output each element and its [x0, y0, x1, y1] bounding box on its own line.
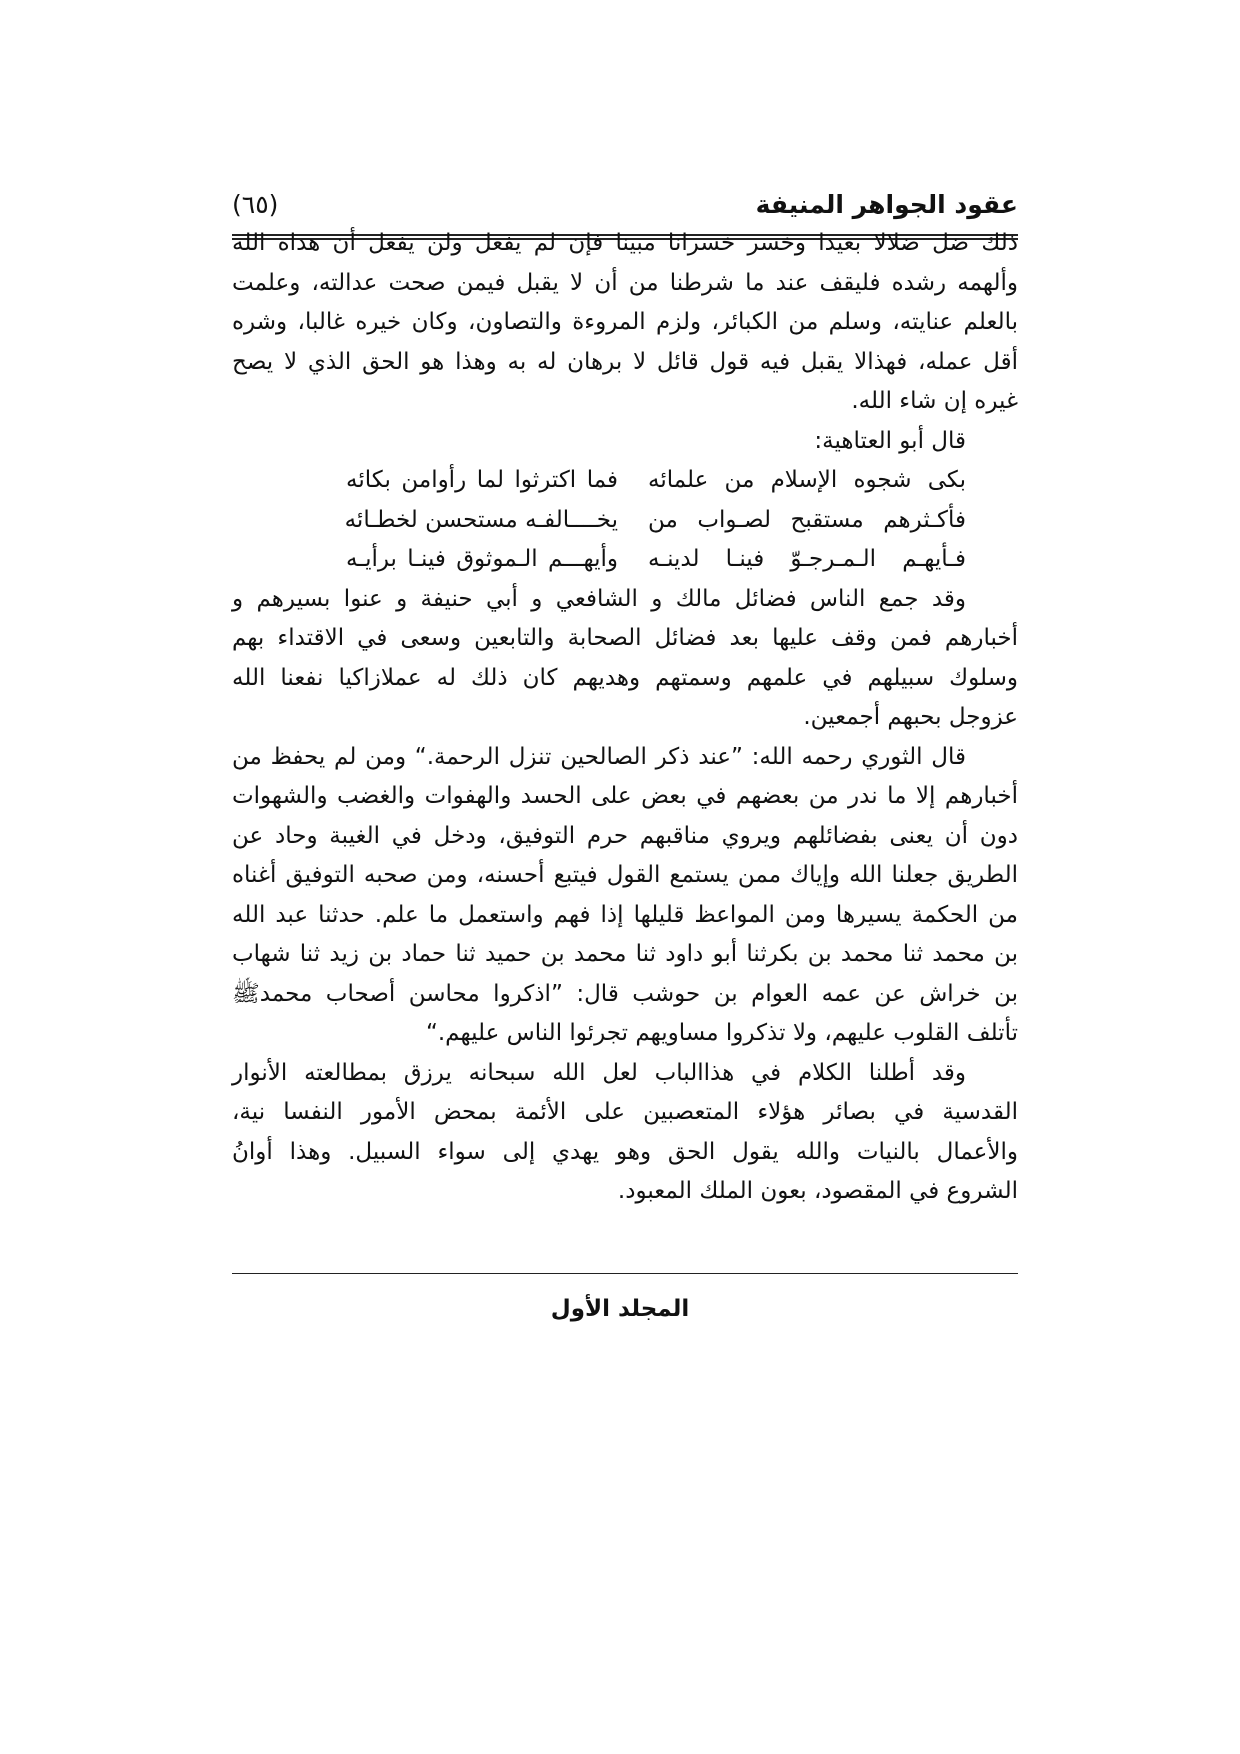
text-line: وألهمه رشده فليقف عند ما شرطنا من أن لا يقبل فيمن صحت عدالته، وعلمت [232, 269, 1018, 296]
verse-hemistich-second: يخــــالفـه مستحسن لخطـائه [344, 506, 618, 533]
poem-verse [232, 461, 1018, 501]
verse-hemistich-first: فـأيهـم الـمـرجـوّ فينـا لدينـه [648, 546, 966, 572]
text-line: وسلوك سبيلهم في علمهم وسمتهم وهديهم كان ذلك له عملازاكيا نفعنا الله [232, 664, 1018, 691]
text-line: أخبارهم فمن وقف عليها بعد فضائل الصحابة والتابعين وسعى في الاقتداء بهم [232, 625, 1018, 651]
text-line: الطريق جعلنا الله وإياك ممن يستمع القول فيتبع أحسنه، ومن صحبه التوفيق أغناه [232, 862, 1018, 888]
verse-hemistich-second: وأيهـــم الـموثوق فينـا برأيـه [346, 546, 618, 572]
page-body [232, 224, 1018, 1212]
text-line: بالعلم عنايته، وسلم من الكبائر، ولزم المروءة والتصاون، وكان خيره غالبا، وشره [232, 309, 1018, 335]
poem-verse [232, 540, 1018, 580]
text-line: غيره إن شاء الله. [851, 388, 1018, 414]
text-line: القدسية في بصائر هؤلاء المتعصبين على الأئمة بمحض الأمور النفسا نية، [232, 1099, 1018, 1125]
text-line: وقد أطلنا الكلام في هذاالباب لعل الله سبحانه يرزق بمطالعته الأنوار [232, 1059, 966, 1086]
text-line: بن محمد ثنا محمد بن بكرثنا أبو داود ثنا محمد بن حميد ثنا حماد بن زيد ثنا شهاب [232, 941, 1018, 967]
text-line: الشروع في المقصود، بعون الملك المعبود. [617, 1178, 1018, 1204]
text-line: قال أبو العتاهية: [814, 427, 966, 454]
text-line: تأتلف القلوب عليهم، ولا تذكروا مساويهم تجرئوا الناس عليهم.“ [425, 1020, 1018, 1046]
text-line: أقل عمله، فهذالا يقبل فيه قول قائل لا برهان له به وهذا هو الحق الذي لا يصح [232, 348, 1018, 375]
text-line: وقد جمع الناس فضائل مالك و الشافعي و أبي حنيفة و عنوا بسيرهم و [232, 585, 966, 612]
text-line: أخبارهم إلا ما ندر من بعضهم في بعض على الحسد والهفوات والغضب والشهوات [232, 783, 1018, 809]
text-line: عزوجل بحبهم أجمعين. [803, 704, 1018, 730]
footer-volume: المجلد الأول [550, 1296, 690, 1322]
text-line: من الحكمة يسيرها ومن المواعظ قليلها إذا فهم واستعمل ما علم. حدثنا عبد الله [232, 901, 1018, 928]
text-line: ذلك ضل ضلالا بعيدا وخسر خسرانا مبينا فإن لم يفعل ولن يفعل أن هداه الله [232, 230, 1018, 256]
verse-hemistich-second: فما اكترثوا لما رأوامن بكائه [346, 467, 618, 493]
footer-rule [232, 1273, 1018, 1274]
verse-hemistich-first: بكى شجوه الإسلام من علمائه [648, 467, 966, 493]
poem-verse [232, 501, 1018, 541]
running-header-title: عقود الجواهر المنيفة [755, 190, 1018, 219]
page-number: (٦٥) [232, 190, 279, 219]
verse-hemistich-first: فأكـثرهم مستقبح لصـواب من [648, 506, 966, 533]
text-line: قال الثوري رحمه الله: ”عند ذكر الصالحين تنزل الرحمة.“ ومن لم يحفظ من [232, 743, 966, 770]
text-line: دون أن يعنى بفضائلهم ويروي مناقبهم حرم التوفيق، ودخل في الغيبة وحاد عن [232, 822, 1018, 849]
text-line: والأعمال بالنيات والله يقول الحق وهو يهدي إلى سواء السبيل. وهذا أوانُ [232, 1138, 1018, 1165]
text-line: بن خراش عن عمه العوام بن حوشب قال: ”اذكروا محاسن أصحاب محمدﷺ [232, 980, 1018, 1007]
